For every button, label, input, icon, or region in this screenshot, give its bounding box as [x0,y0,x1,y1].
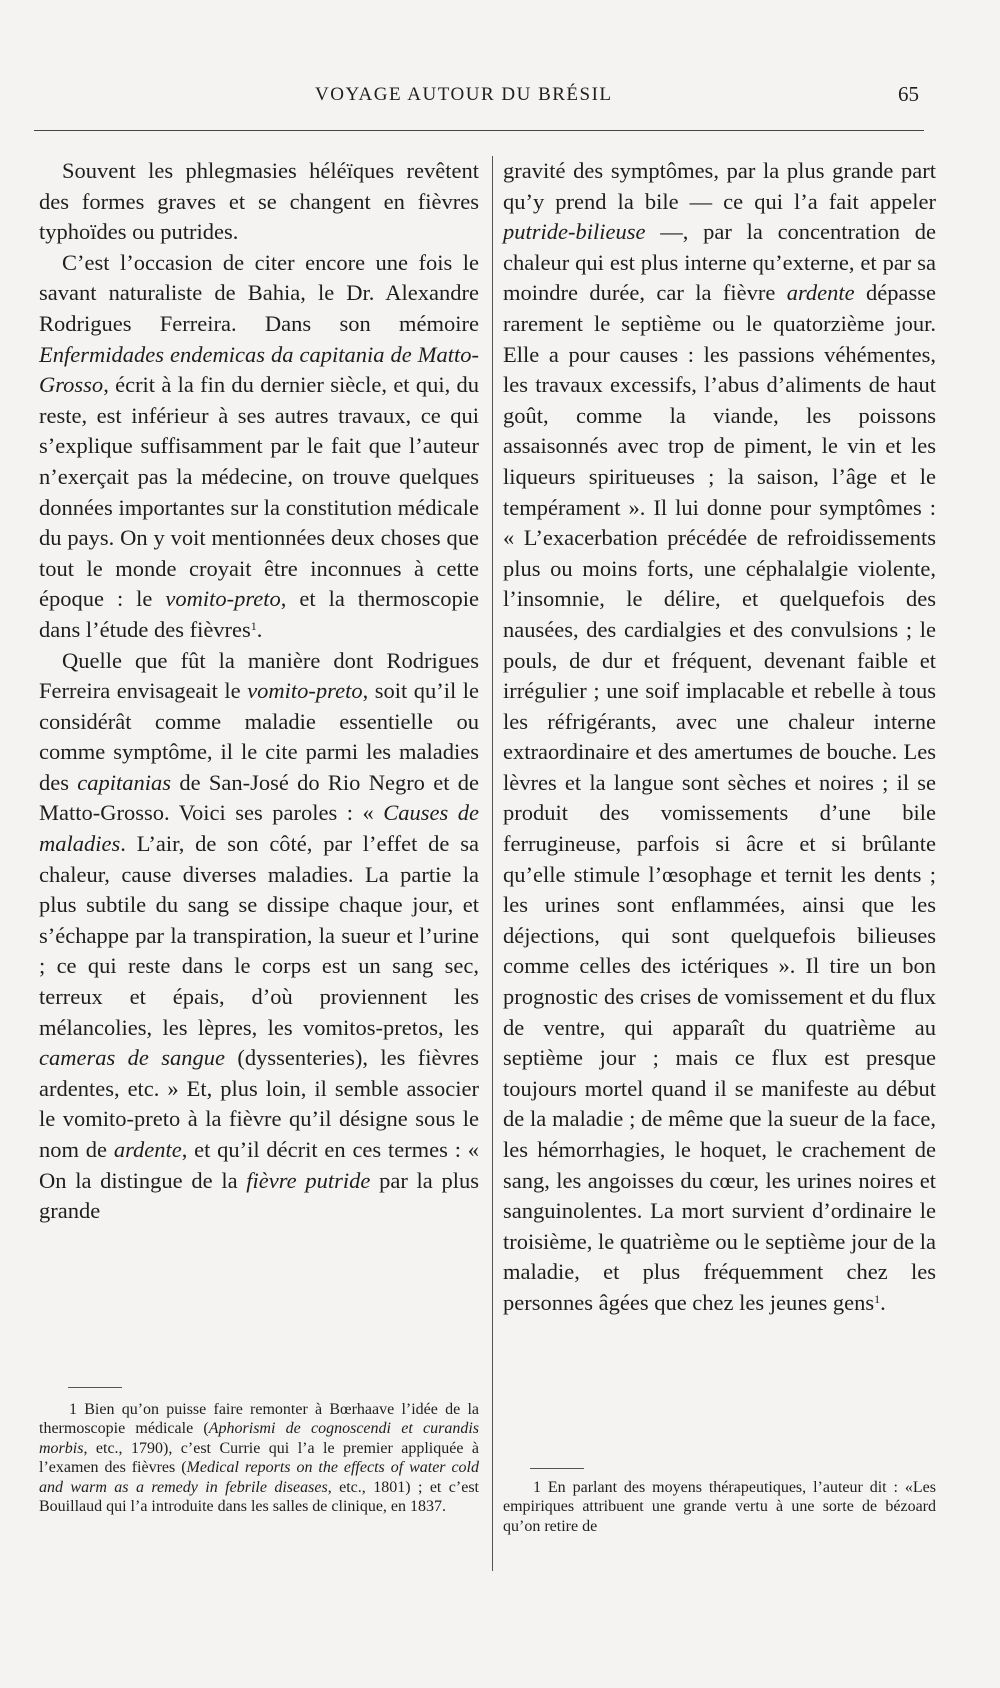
footnote-rule [68,1387,122,1388]
paragraph: Souvent les phlegmasies héléïques revêtent des formes graves et se changent en fièvres typhoïdes ou putrides. [39,158,479,245]
paragraph: C’est l’occasion de citer encore une fois le savant naturaliste de Bahia, le Dr. Alexandre Rodrigues Ferreira. Dans son mémoire Enfermidades endemicas da capitania de Matto-Grosso, écrit à la fin du dernier siècle, et qui, du reste, est inférieur à ses autres travaux, ce qui s’explique suffisamment par le fait que l’auteur n’exerçait pas la médecine, on trouve quelques données importantes sur la constitution médicale du pays. On y voit mentionnées deux choses que tout le monde croyait être inconnues à cette époque : le vomito-preto, et la thermoscopie dans l’étude des fièvres$^1$. [39,249,479,642]
footnote-rule [530,1468,584,1469]
running-title: VOYAGE AUTOUR DU BRÉSIL [315,84,613,105]
right-column [503,156,936,1319]
page-number: 65 [898,82,919,106]
footnote-number: 1 [533,1479,541,1496]
footnote-right: 1 En parlant des moyens thérapeutiques, l’auteur dit : «Les empiriques attribuent une grande vertu à une sorte de bézoard qu’on retire de [503,1479,936,1535]
footnote-number: 1 [69,1401,77,1418]
left-column [39,156,479,1227]
paragraph: gravité des symptômes, par la plus grande part qu’y prend la bile — ce qui l’a fait appeler putride-bilieuse —, par la concentration de chaleur qui est plus interne qu’externe, et par sa moindre durée, car la fièvre ardente dépasse rarement le septième ou le quatorzième jour. Elle a pour causes : les passions véhémentes, les travaux excessifs, l’abus d’aliments de haut goût, comme la viande, les poissons assaisonnés avec trop de piment, le vin et les liqueurs spiritueuses ; la saison, l’âge et le tempérament ». Il lui donne pour symptômes : « L’exacerbation précédée de refroidissements plus ou moins forts, une céphalalgie violente, l’insomnie, le délire, et quelquefois des nausées, des cardialgies et des convulsions ; le pouls, de dur et fréquent, devenant faible et irrégulier ; une soif implacable et rebelle à tous les réfrigérants, avec une chaleur interne extraordinaire et des amertumes de bouche. Les lèvres et la langue sont sèches et noires ; il se produit des vomissements d’une bile ferrugineuse, parfois si âcre et si brûlante qu’elle stimule l’œsophage et ternit les dents ; les urines sont enflammées, ainsi que les déjections, qui sont quelquefois bilieuses comme celles des ictériques ». Il tire un bon prognostic des crises de vomissement et du flux de ventre, qui apparaît du quatrième au septième jour ; mais ce flux est presque toujours mortel quand il se manifeste au début de la maladie ; de même que la sueur de la face, les hémorrhagies, le hoquet, le crachement de sang, les angoisses du cœur, les urines noires et sanguinolentes. La mort survient d’ordinaire le troisième, le quatrième ou le septième jour de la maladie, et plus fréquemment chez les personnes âgées que chez les jeunes gens$^1$. [503,158,936,1315]
footnote-left: 1 Bien qu’on puisse faire remonter à Bœrhaave l’idée de la thermoscopie médicale (Aphorismi de cognoscendi et curandis morbis, etc., 1790), c’est Currie qui l’a le premier appliquée à l’examen des fièvres (Medical reports on the effects of water cold and warm as a remedy in febrile diseases, etc., 1801) ; et c’est Bouillaud qui l’a introduite dans les salles de clinique, en 1837. [39,1401,480,1516]
work-title: Enfermidades endemicas da capitania de Matto-Grosso [39,341,479,398]
footnote-ref: 1 [874,1291,881,1306]
page-header [0,80,1000,110]
column-divider [492,156,493,1571]
paragraph: Quelle que fût la manière dont Rodrigues Ferreira envisageait le vomito-preto, soit qu’il le considérât comme maladie essentielle ou comme symptôme, il le cite parmi les maladies des capitanias de San-José do Rio Negro et de Matto-Grosso. Voici ses paroles : « Causes de maladies. L’air, de son côté, par l’effet de sa chaleur, cause diverses maladies. La partie la plus subtile du sang se dissipe chaque jour, et s’échappe par la transpiration, la sueur et l’urine ; ce qui reste dans le corps est un sang sec, terreux et épais, d’où proviennent les mélancolies, les lèpres, les vomitos-pretos, les cameras de sangue (dyssenteries), les fièvres ardentes, etc. » Et, plus loin, il semble associer le vomito-preto à la fièvre qu’il désigne sous le nom de ardente, et qu’il décrit en ces termes : « On la distingue de la fièvre putride par la plus grande [39,647,479,1224]
header-rule [34,130,924,131]
footnote-ref: 1 [250,618,257,633]
